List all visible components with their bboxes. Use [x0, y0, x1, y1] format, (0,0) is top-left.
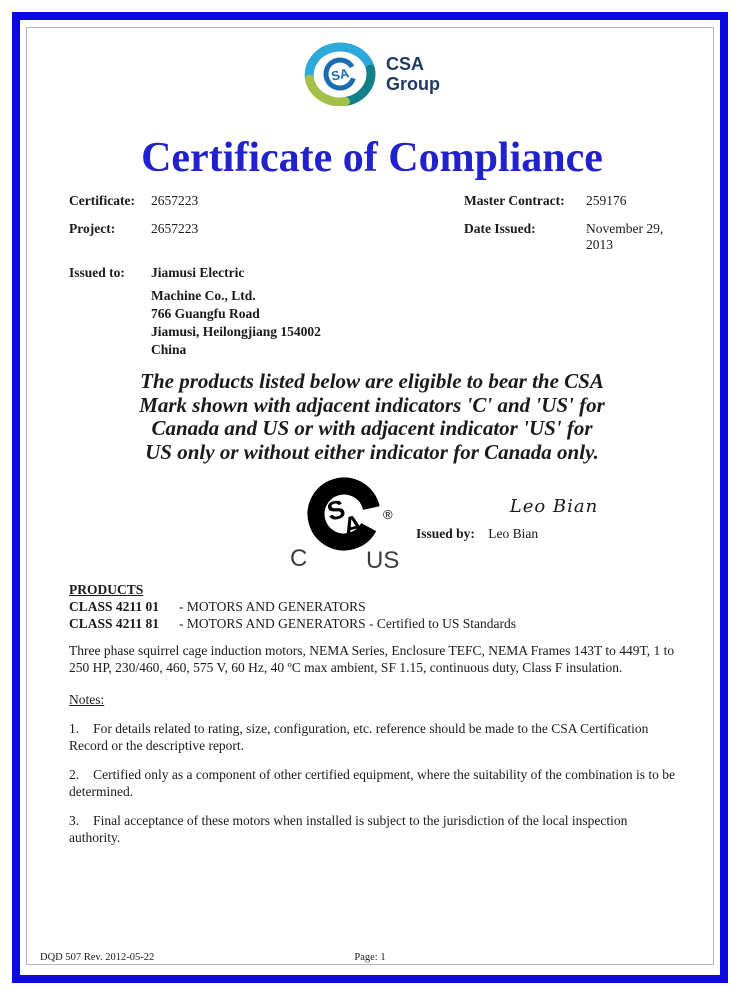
- logo-line-group: Group: [386, 74, 440, 94]
- signature-handwritten: Leo Bian: [509, 496, 599, 517]
- note-item: [69, 720, 675, 754]
- csa-certification-mark-icon: [286, 472, 404, 572]
- logo-line-csa: CSA: [386, 53, 425, 74]
- project-value: 2657223: [151, 221, 199, 236]
- certificate-value: 2657223: [151, 193, 199, 208]
- class-code: CLASS 4211 01: [69, 599, 160, 614]
- class-code: CLASS 4211 81: [69, 616, 160, 631]
- canada-indicator: C: [290, 545, 308, 572]
- note-number: 1.: [69, 721, 80, 736]
- meta-row-2: [69, 221, 675, 253]
- footer-document-reference: DQD 507 Rev. 2012-05-22: [40, 952, 155, 963]
- mark-and-signature-row: [69, 472, 675, 572]
- header-logo-row: [69, 41, 675, 107]
- statement-line: Canada and US or with adjacent indicator 'US' for: [151, 416, 593, 440]
- address-line: China: [151, 342, 187, 357]
- csa-group-wordmark: [386, 54, 440, 94]
- statement-line: Mark shown with adjacent indicators 'C' and 'US' for: [139, 392, 605, 417]
- statement-line: US only or without either indicator for Canada only.: [145, 439, 599, 464]
- product-description: Three phase squirrel cage induction motors, NEMA Series, Enclosure TEFC, NEMA Frames 143T to 449T, 1 to 250 HP, 230/460, 460, 575 V, 60 Hz, 40 ºC max ambient, SF 1.15, continuous duty, Class F insulation.: [69, 643, 675, 675]
- issued-to-address-block: [69, 287, 675, 359]
- issued-by-row: [416, 526, 538, 542]
- statement-line: The products listed below are eligible to bear the CSA: [140, 369, 604, 393]
- issued-to-address: [151, 287, 675, 359]
- mark-monogram-s: S: [323, 493, 349, 527]
- address-line: Jiamusi, Heilongjiang 154002: [151, 324, 321, 339]
- certificate-meta: [69, 193, 675, 359]
- certificate-label: Certificate:: [69, 193, 135, 208]
- note-text: Final acceptance of these motors when installed is subject to the jurisdiction of the local inspection authority.: [69, 813, 628, 845]
- issued-to-label: Issued to:: [69, 265, 125, 280]
- issued-by-label: Issued by:: [416, 526, 475, 541]
- class-description: - MOTORS AND GENERATORS - Certified to US Standards: [179, 616, 517, 631]
- date-issued-label: Date Issued:: [464, 221, 536, 236]
- date-issued-value: November 29, 2013: [586, 221, 664, 252]
- master-contract-value: 259176: [586, 193, 627, 208]
- master-contract-label: Master Contract:: [464, 193, 565, 208]
- note-text: Certified only as a component of other certified equipment, where the suitability of the combination is to be determined.: [69, 767, 675, 799]
- class-description: - MOTORS AND GENERATORS: [179, 599, 366, 614]
- meta-row-1: [69, 193, 675, 209]
- product-class-row: [69, 615, 675, 632]
- footer-page-number: Page: 1: [354, 952, 386, 963]
- us-indicator: US: [366, 547, 400, 572]
- note-item: [69, 766, 675, 800]
- mark-monogram-a: A: [340, 508, 366, 542]
- eligibility-statement: [69, 370, 675, 464]
- note-number: 3.: [69, 813, 80, 828]
- page-title: Certificate of Compliance: [141, 135, 603, 181]
- note-text: For details related to rating, size, configuration, etc. reference should be made to the CSA Certification Record or the descriptive report.: [69, 721, 649, 753]
- certificate-content: [27, 28, 713, 964]
- product-class-row: [69, 598, 675, 615]
- svg-text:SA: SA: [329, 65, 351, 84]
- meta-row-3: [69, 265, 675, 281]
- address-line: Machine Co., Ltd.: [151, 288, 256, 303]
- project-label: Project:: [69, 221, 116, 236]
- csa-group-logo-icon: [304, 42, 376, 106]
- products-heading: PRODUCTS: [69, 582, 144, 597]
- note-item: [69, 812, 675, 846]
- note-number: 2.: [69, 767, 80, 782]
- notes-heading: Notes:: [69, 692, 105, 707]
- registered-trademark-symbol: ®: [383, 507, 393, 522]
- address-line: 766 Guangfu Road: [151, 306, 260, 321]
- issued-by-name: Leo Bian: [488, 526, 539, 541]
- issued-to-name: Jiamusi Electric: [151, 265, 245, 280]
